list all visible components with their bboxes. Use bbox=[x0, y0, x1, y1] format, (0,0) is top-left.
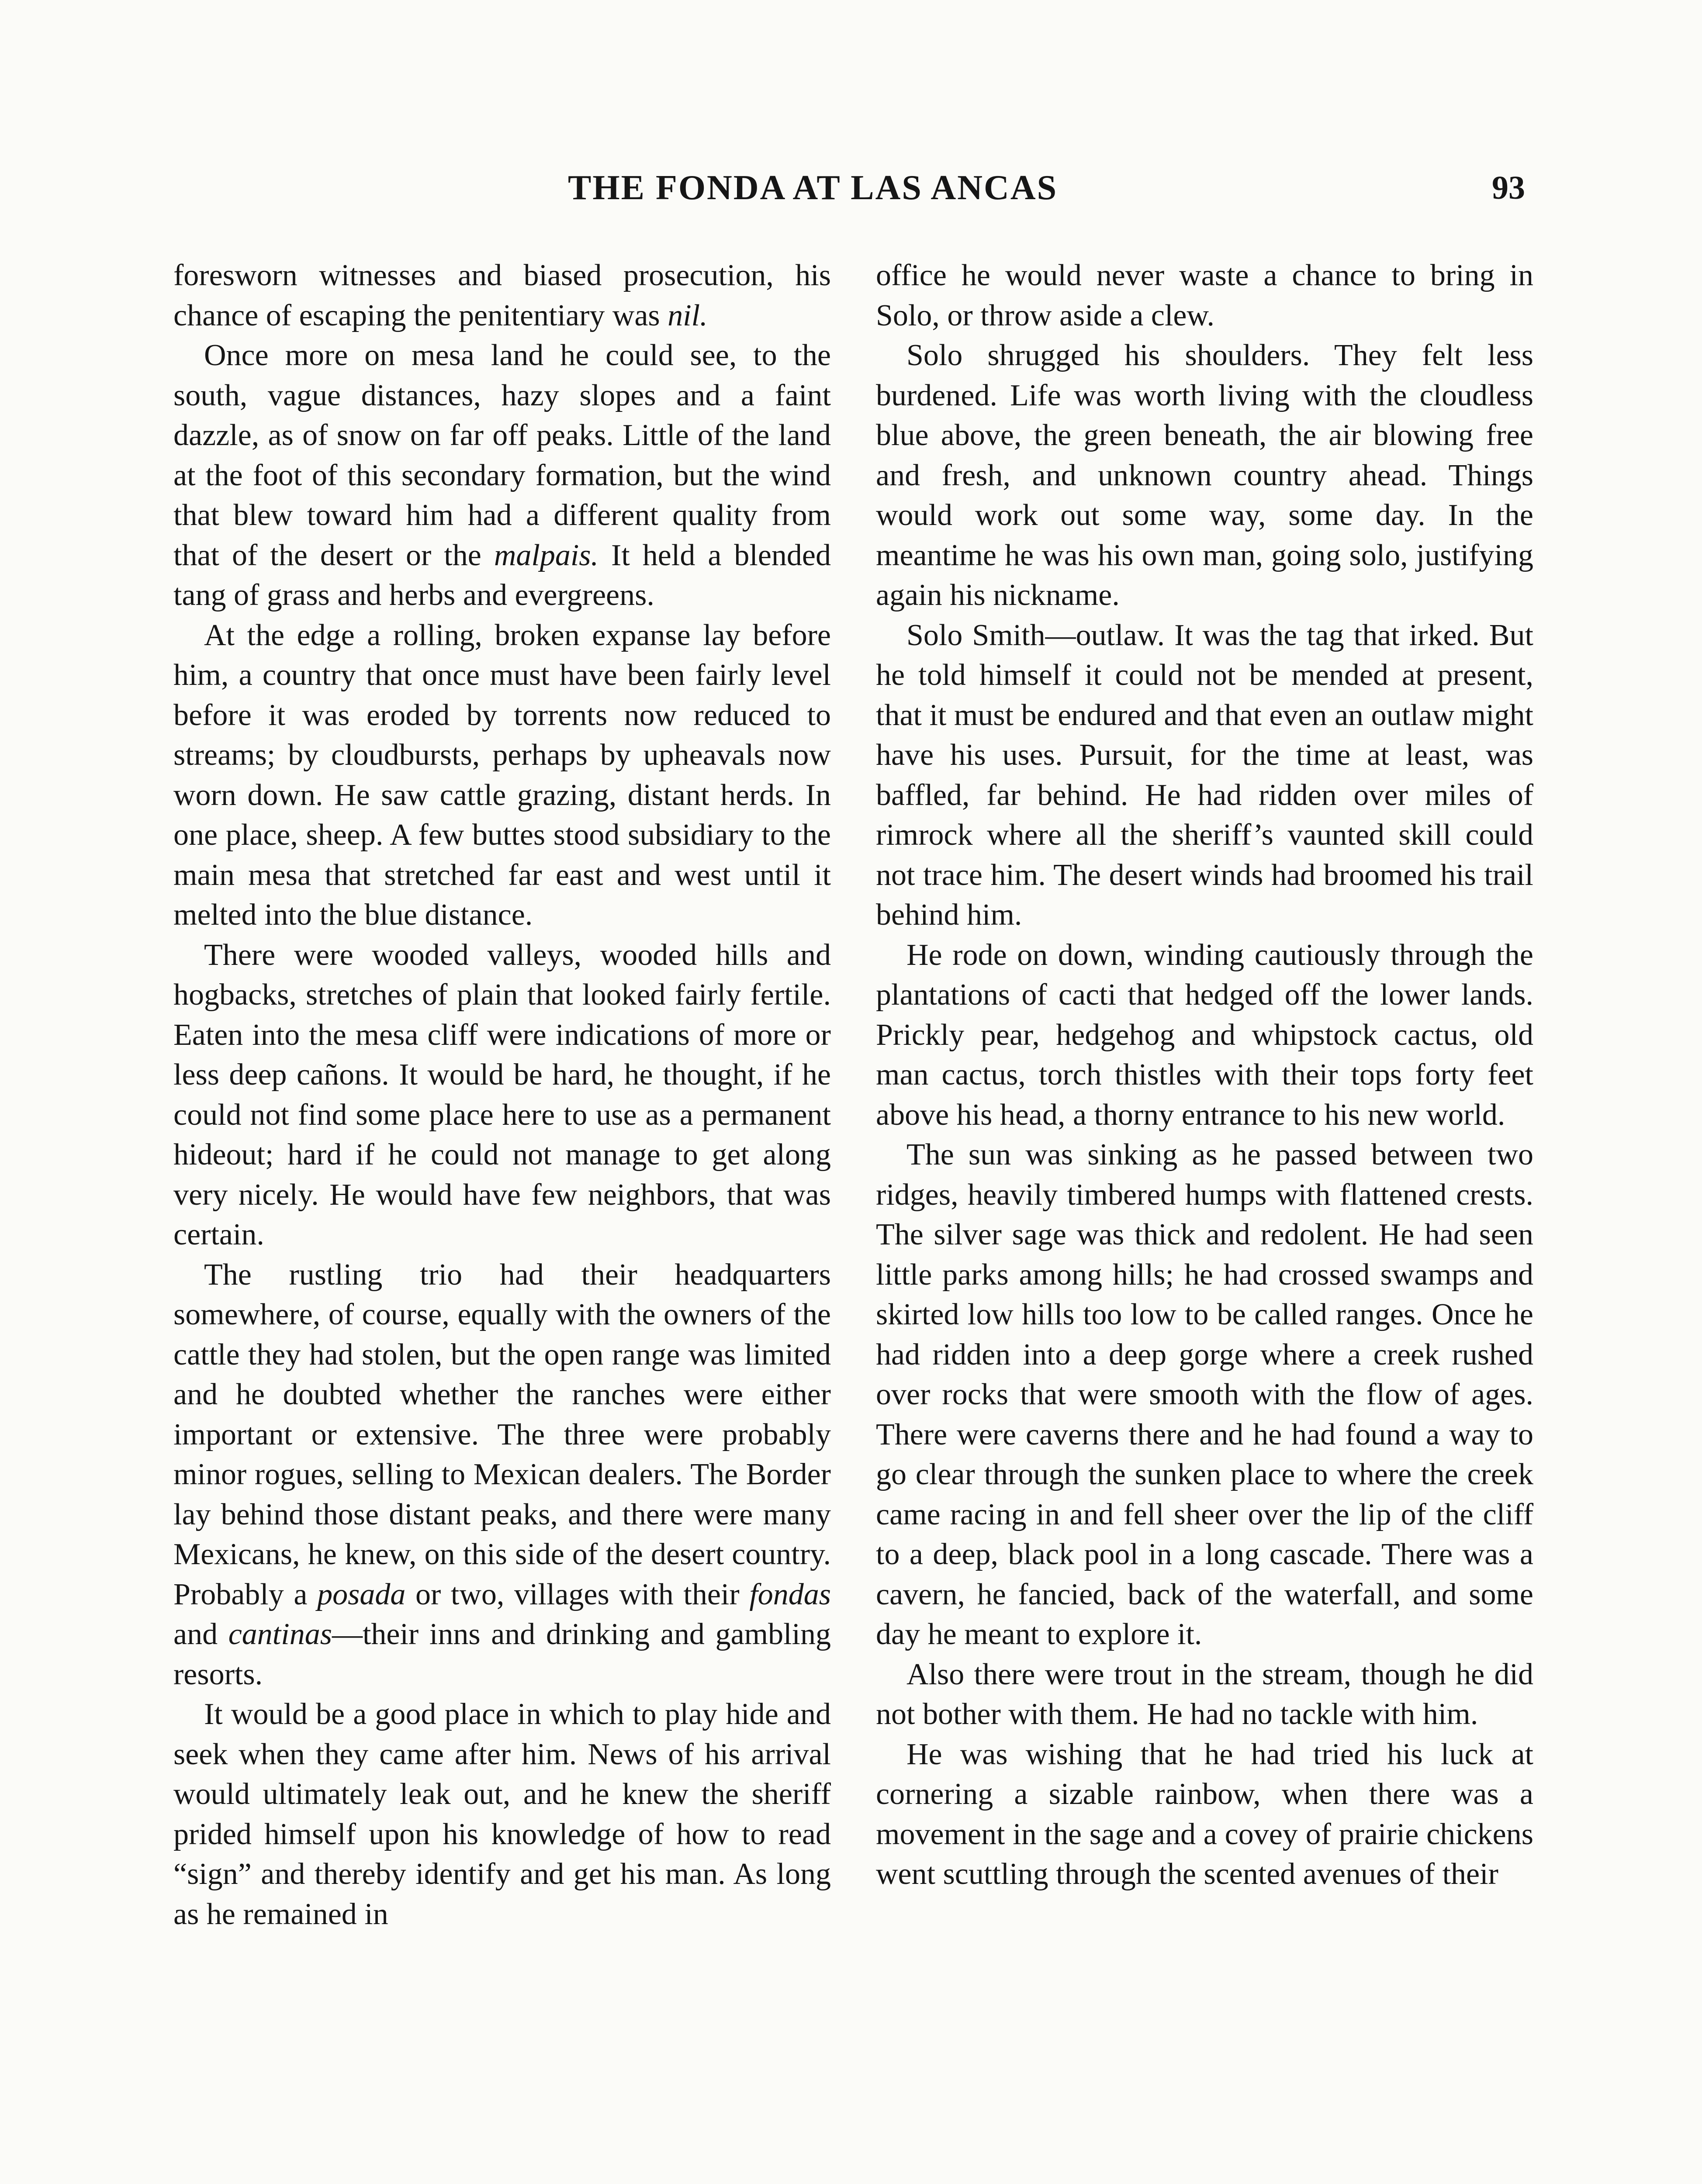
paragraph: He was wishing that he had tried his luck at cornering a sizable rainbow, when there was a movement in the sage and a covey of prairie chickens went scuttling through the scented avenues of their bbox=[876, 1737, 1533, 1891]
left-text-column bbox=[173, 256, 831, 1934]
paragraph: The rustling trio had their headquarters somewhere, of course, equally with the owners of the cattle they had stolen, but the open range was limited and he doubted whether the ranches were either important or extensive. The three were probably minor rogues, selling to Mexican dealers. The Border lay behind those distant peaks, and there were many Mexicans, he knew, on this side of the desert country. Probably a posada or two, villages with their fondas and cantinas—their inns and drinking and gambling resorts. bbox=[173, 1258, 831, 1691]
paragraph: There were wooded valleys, wooded hills and hogbacks, stretches of plain that looked fairly fertile. Eaten into the mesa cliff were indications of more or less deep cañons. It would be hard, he thought, if he could not find some place here to use as a permanent hideout; hard if he could not manage to get along very nicely. He would have few neighbors, that was certain. bbox=[173, 938, 831, 1251]
paragraph: At the edge a rolling, broken expanse lay before him, a country that once must have been fairly level before it was eroded by torrents now reduced to streams; by cloudbursts, perhaps by upheavals now worn down. He saw cattle grazing, distant herds. In one place, sheep. A few buttes stood subsidiary to the main mesa that stretched far east and west until it melted into the blue distance. bbox=[173, 618, 831, 932]
page-number: 93 bbox=[1492, 169, 1525, 206]
paragraph: Solo shrugged his shoulders. They felt less burdened. Life was worth living with the cloudless blue above, the green beneath, the air blowing free and fresh, and unknown country ahead. Things would work out some way, some day. In the meantime he was his own man, going solo, justifying again his nickname. bbox=[876, 339, 1533, 612]
paragraph: office he would never waste a chance to bring in Solo, or throw aside a clew. bbox=[876, 259, 1533, 332]
running-title: THE FONDA AT LAS ANCAS bbox=[568, 169, 1058, 207]
right-text-column bbox=[876, 256, 1533, 1894]
paragraph: foresworn witnesses and biased prosecution, his chance of escaping the penitentiary was nil. bbox=[173, 259, 831, 332]
paragraph: Once more on mesa land he could see, to the south, vague distances, hazy slopes and a faint dazzle, as of snow on far off peaks. Little of the land at the foot of this secondary formation, but the wind that blew toward him had a different quality from that of the desert or the malpais. It held a blended tang of grass and herbs and evergreens. bbox=[173, 339, 831, 612]
paragraph: He rode on down, winding cautiously through the plantations of cacti that hedged off the lower lands. Prickly pear, hedgehog and whipstock cactus, old man cactus, torch thistles with their tops forty feet above his head, a thorny entrance to his new world. bbox=[876, 938, 1533, 1132]
paragraph: Also there were trout in the stream, though he did not bother with them. He had no tackle with him. bbox=[876, 1657, 1533, 1731]
paragraph: Solo Smith—outlaw. It was the tag that irked. But he told himself it could not be mended at present, that it must be endured and that even an outlaw might have his uses. Pursuit, for the time at least, was baffled, far behind. He had ridden over miles of rimrock where all the sheriff’s vaunted skill could not trace him. The desert winds had broomed his trail behind him. bbox=[876, 618, 1533, 932]
paragraph: It would be a good place in which to play hide and seek when they came after him. News of his arrival would ultimately leak out, and he knew the sheriff prided himself upon his knowledge of how to read “sign” and thereby identify and get his man. As long as he remained in bbox=[173, 1697, 831, 1931]
paragraph: The sun was sinking as he passed between two ridges, heavily timbered humps with flattened crests. The silver sage was thick and redolent. He had seen little parks among hills; he had crossed swamps and skirted low hills too low to be called ranges. Once he had ridden into a deep gorge where a creek rushed over rocks that were smooth with the flow of ages. There were caverns there and he had found a way to go clear through the sunken place to where the creek came racing in and fell sheer over the lip of the cliff to a deep, black pool in a long cascade. There was a cavern, he fancied, back of the waterfall, and some day he meant to explore it. bbox=[876, 1138, 1533, 1651]
